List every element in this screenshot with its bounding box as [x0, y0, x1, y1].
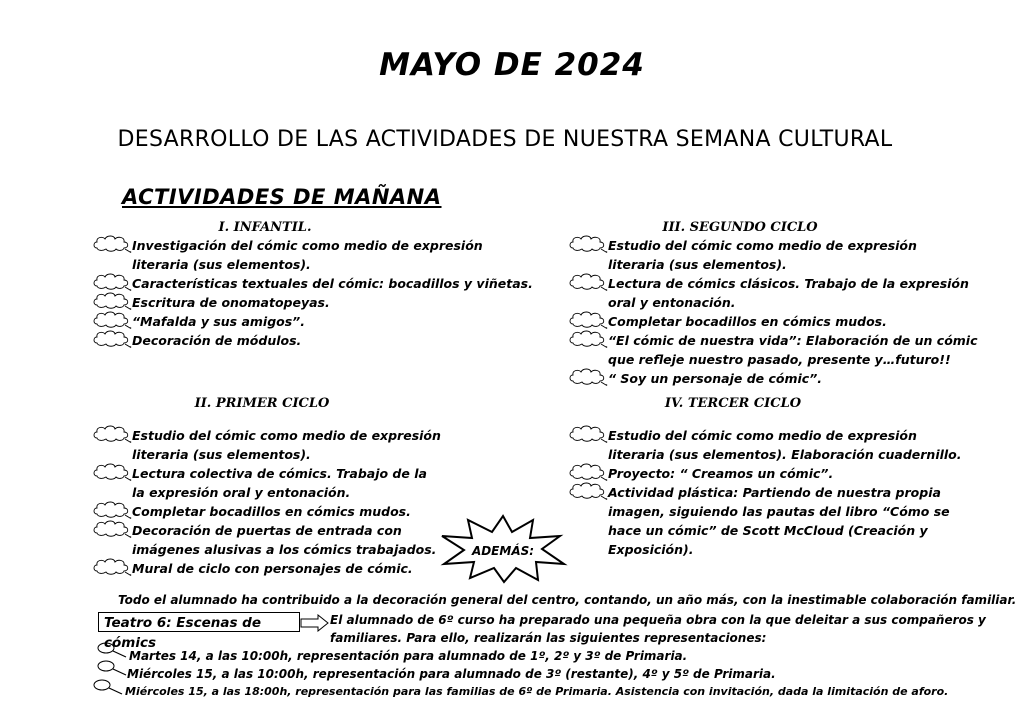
list-item: Actividad plástica: Partiendo de nuestra propia imagen, siguiendo las pautas del libro “Cómo se hace un cómic” de Scott McCloud (Creación y Exposición). — [608, 483, 962, 559]
speech-cloud-icon — [92, 462, 132, 482]
tercer-heading: IV. TERCER CICLO — [664, 396, 802, 411]
speech-cloud-icon — [92, 310, 132, 330]
speech-cloud-icon — [92, 500, 132, 520]
list-item: Estudio del cómic como medio de expresión literaria (sus elementos). — [608, 236, 978, 274]
performance-item: Martes 14, a las 10:00h, representación para alumnado de 1º, 2º y 3º de Primaria. — [129, 649, 688, 663]
primer-heading: II. PRIMER CICLO — [194, 396, 330, 411]
performance-item: Miércoles 15, a las 18:00h, representación para las familias de 6º de Primaria. Asistencia con invitación, dada la limitación de aforo. — [125, 685, 949, 698]
ademas-label: ADEMÁS: — [471, 544, 535, 558]
arrow-right-icon — [300, 614, 330, 632]
infantil-heading: I. INFANTIL. — [218, 220, 312, 235]
speech-cloud-icon — [92, 329, 132, 349]
magnifier-icon — [92, 679, 124, 695]
speech-cloud-icon — [92, 519, 132, 539]
page-subtitle: DESARROLLO DE LAS ACTIVIDADES DE NUESTRA SEMANA CULTURAL — [117, 127, 893, 152]
teatro-desc-1: El alumnado de 6º curso ha preparado una pequeña obra con la que deleitar a sus compañeros y — [330, 613, 986, 627]
speech-cloud-icon — [568, 462, 608, 482]
list-item: “Mafalda y sus amigos”. — [132, 312, 533, 331]
speech-cloud-icon — [568, 481, 608, 501]
list-item: Proyecto: “ Creamos un cómic”. — [608, 464, 962, 483]
list-item: Características textuales del cómic: bocadillos y viñetas. — [132, 274, 533, 293]
speech-cloud-icon — [568, 424, 608, 444]
teatro-desc-2: familiares. Para ello, realizarán las siguientes representaciones: — [330, 631, 767, 645]
list-item: Investigación del cómic como medio de expresión literaria (sus elementos). — [132, 236, 533, 274]
tercer-list — [608, 426, 962, 559]
list-item: Escritura de onomatopeyas. — [132, 293, 533, 312]
performance-item: Miércoles 15, a las 10:00h, representación para alumnado de 3º (restante), 4º y 5º de Primaria. — [127, 667, 776, 681]
magnifier-icon — [96, 660, 128, 676]
page-title: MAYO DE 2024 — [379, 47, 645, 83]
primer-list — [132, 426, 441, 578]
extra-paragraph: Todo el alumnado ha contribuido a la decoración general del centro, contando, un año más, con la inestimable colaboración familiar. — [118, 593, 1017, 607]
list-item: Decoración de puertas de entrada con imágenes alusivas a los cómics trabajados. — [132, 521, 441, 559]
infantil-list — [132, 236, 533, 350]
speech-cloud-icon — [92, 272, 132, 292]
list-item: Lectura colectiva de cómics. Trabajo de la la expresión oral y entonación. — [132, 464, 441, 502]
speech-cloud-icon — [92, 234, 132, 254]
list-item: Decoración de módulos. — [132, 331, 533, 350]
speech-cloud-icon — [568, 310, 608, 330]
speech-cloud-icon — [92, 291, 132, 311]
speech-cloud-icon — [92, 557, 132, 577]
segundo-list — [608, 236, 978, 388]
list-item: Mural de ciclo con personajes de cómic. — [132, 559, 441, 578]
speech-cloud-icon — [92, 424, 132, 444]
speech-cloud-icon — [568, 234, 608, 254]
ademas-starburst — [438, 514, 568, 584]
list-item: Lectura de cómics clásicos. Trabajo de la expresión oral y entonación. — [608, 274, 978, 312]
list-item: Completar bocadillos en cómics mudos. — [132, 502, 441, 521]
list-item: Estudio del cómic como medio de expresión literaria (sus elementos). — [132, 426, 441, 464]
section-title: ACTIVIDADES DE MAÑANA — [122, 185, 442, 209]
speech-cloud-icon — [568, 272, 608, 292]
list-item: “El cómic de nuestra vida”: Elaboración de un cómic que refleje nuestro pasado, presente y…futuro!! — [608, 331, 978, 369]
magnifier-icon — [96, 642, 128, 658]
list-item: Completar bocadillos en cómics mudos. — [608, 312, 978, 331]
list-item: Estudio del cómic como medio de expresión literaria (sus elementos). Elaboración cuadernillo. — [608, 426, 962, 464]
list-item: “ Soy un personaje de cómic”. — [608, 369, 978, 388]
speech-cloud-icon — [568, 367, 608, 387]
speech-cloud-icon — [568, 329, 608, 349]
segundo-heading: III. SEGUNDO CICLO — [662, 220, 818, 235]
teatro-label: Teatro 6: Escenas de cómics — [98, 612, 300, 632]
